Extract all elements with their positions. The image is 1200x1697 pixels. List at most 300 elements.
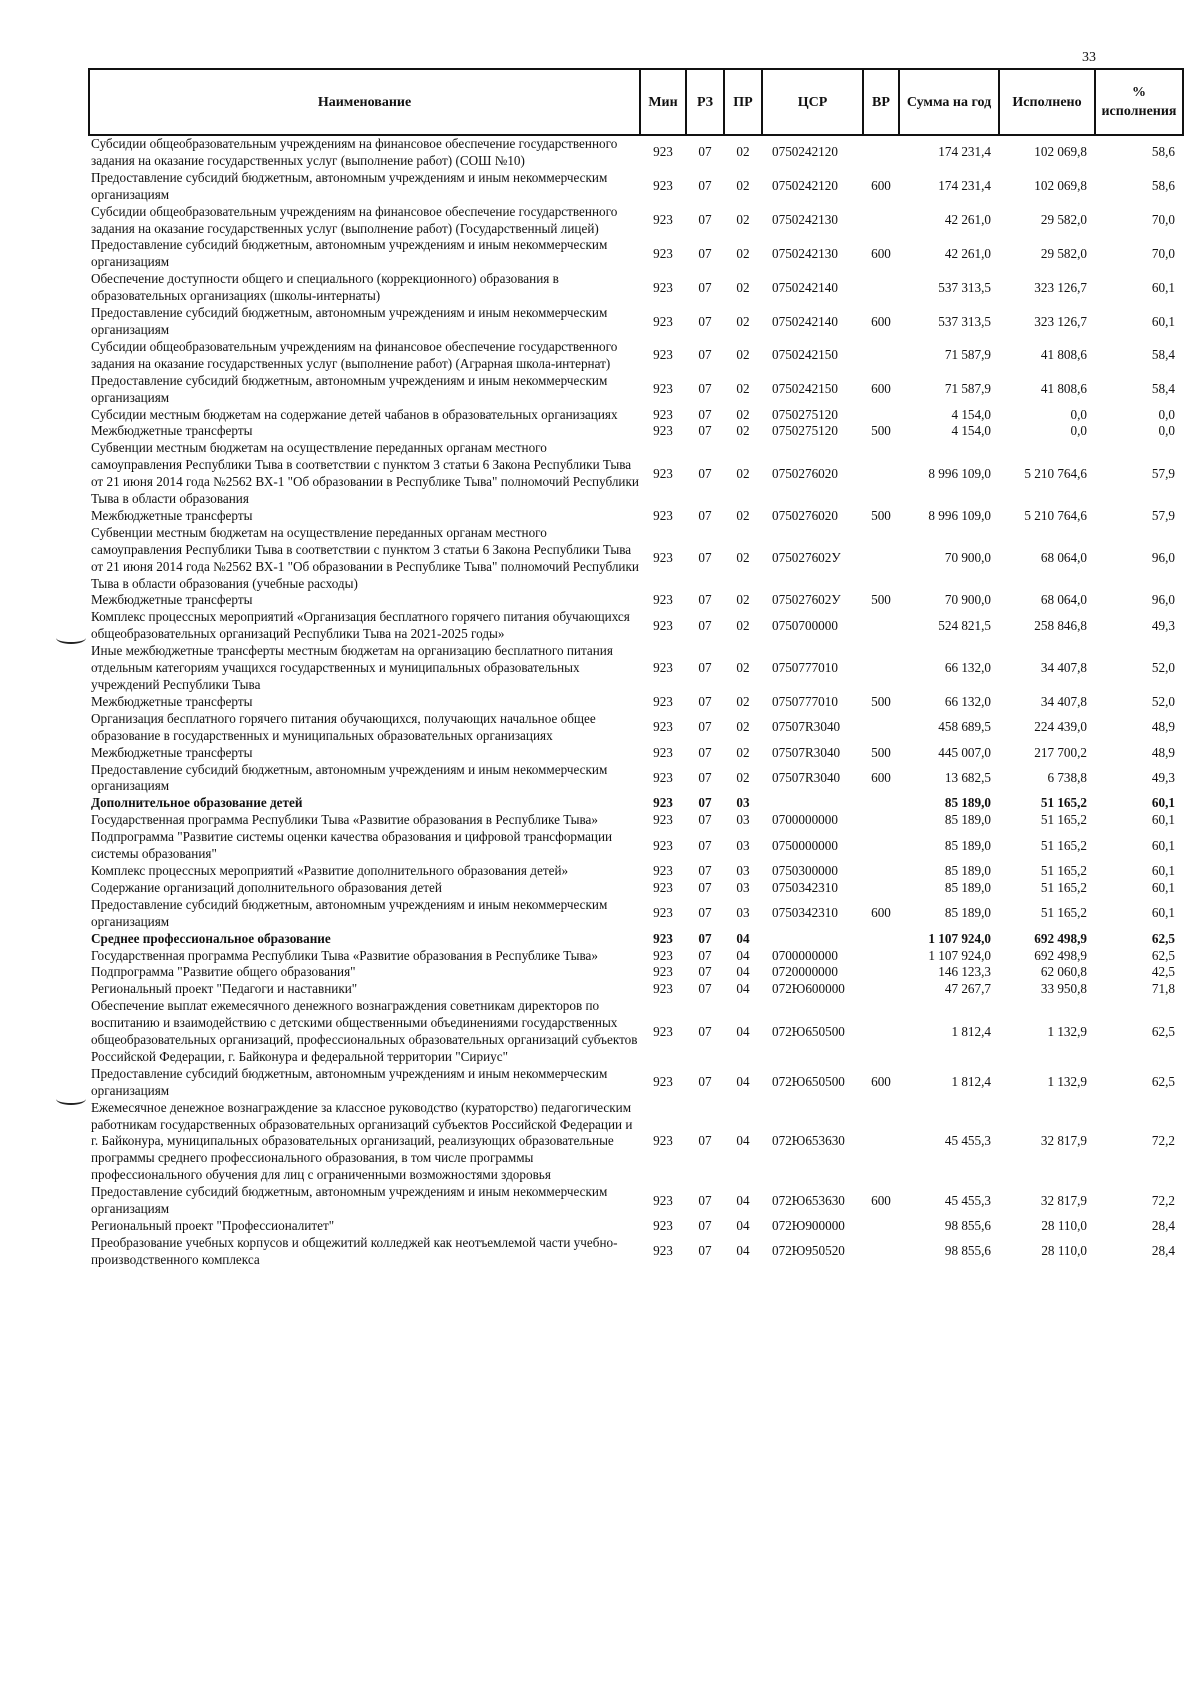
row-csr: 072Ю653630 <box>772 1192 845 1208</box>
row-csr <box>762 931 863 948</box>
row-name: Обеспечение выплат ежемесячного денежного вознаграждения советникам директоров по воспитанию и взаимодействию с детскими общественными объединениями государственных общеобразовательных организаций, профессиональных образовательных организаций субъектов Российской Федерации, г. Байконура и федеральной территории "Сириус" <box>91 998 638 1064</box>
header-rz: РЗ <box>686 69 724 135</box>
table-row <box>89 1184 1183 1218</box>
row-csr: 0750000000 <box>772 837 838 853</box>
row-csr: 075027602У <box>772 550 841 566</box>
row-pr: 02 <box>736 550 750 566</box>
row-rz: 07 <box>698 423 712 439</box>
row-rz: 07 <box>698 693 712 709</box>
page-number: 33 <box>1082 50 1096 65</box>
row-sum: 174 231,4 <box>938 144 991 160</box>
row-name: Содержание организаций дополнительного образования детей <box>91 879 442 895</box>
row-done: 29 582,0 <box>1040 245 1087 261</box>
row-csr: 07507R3040 <box>772 769 841 785</box>
row-pr: 02 <box>736 465 750 481</box>
row-pr: 03 <box>736 905 750 921</box>
row-min: 923 <box>653 947 673 963</box>
row-name: Подпрограмма "Развитие системы оценки качества образования и цифровой трансформации системы образования" <box>91 829 613 862</box>
row-pct: 60,1 <box>1151 279 1175 295</box>
table-row <box>89 964 1183 981</box>
row-sum: 85 189,0 <box>944 795 991 811</box>
header-min: Мин <box>640 69 686 135</box>
row-rz: 07 <box>698 1074 712 1090</box>
row-done: 51 165,2 <box>1040 879 1087 895</box>
row-pct: 72,2 <box>1151 1192 1175 1208</box>
table-row <box>89 643 1183 694</box>
row-vr <box>863 795 899 812</box>
row-csr: 0720000000 <box>772 964 838 980</box>
row-done: 5 210 764,6 <box>1024 465 1087 481</box>
row-name: Межбюджетные трансферты <box>91 693 253 709</box>
row-csr: 072Ю900000 <box>772 1218 845 1233</box>
row-sum: 45 455,3 <box>944 1192 991 1208</box>
row-name: Межбюджетные трансферты <box>91 423 253 439</box>
table-row <box>89 897 1183 931</box>
row-pr: 02 <box>736 693 750 709</box>
row-done: 33 950,8 <box>1040 981 1087 997</box>
row-done: 29 582,0 <box>1040 212 1087 228</box>
row-done: 68 064,0 <box>1040 550 1087 566</box>
row-sum: 71 587,9 <box>944 347 991 363</box>
row-pr: 02 <box>736 507 750 523</box>
header-sum: Сумма на год <box>899 69 999 135</box>
table-row <box>89 237 1183 271</box>
row-rz: 07 <box>698 212 712 228</box>
row-min: 923 <box>653 1192 673 1208</box>
row-sum: 98 855,6 <box>944 1218 991 1233</box>
row-sum: 174 231,4 <box>938 178 991 194</box>
table-row <box>89 407 1183 424</box>
row-min: 923 <box>653 905 673 921</box>
row-rz: 07 <box>698 617 712 633</box>
row-done: 32 817,9 <box>1040 1133 1087 1149</box>
row-csr: 0750342310 <box>772 879 838 895</box>
row-rz: 07 <box>698 178 712 194</box>
row-sum: 4 154,0 <box>951 406 991 422</box>
row-pr: 02 <box>736 212 750 228</box>
row-vr: 600 <box>871 1192 891 1208</box>
row-pct: 49,3 <box>1151 769 1175 785</box>
row-pct: 70,0 <box>1151 212 1175 228</box>
row-sum: 1 107 924,0 <box>928 947 991 963</box>
row-vr <box>863 981 899 998</box>
row-pct: 60,1 <box>1151 905 1175 921</box>
row-sum: 524 821,5 <box>938 617 991 633</box>
row-pct: 60,1 <box>1151 812 1175 828</box>
row-vr <box>863 1100 899 1185</box>
row-min: 923 <box>653 245 673 261</box>
row-name: Дополнительное образование детей <box>91 795 303 811</box>
row-pct: 52,0 <box>1151 693 1175 709</box>
row-name: Иные межбюджетные трансферты местным бюджетам на организацию бесплатного питания отдельным категориям учащихся государственных и муниципальных образовательных учреждений Республики Тыва <box>91 643 613 692</box>
row-name: Ежемесячное денежное вознаграждение за классное руководство (кураторство) педагогическим работникам государственных образовательных организаций субъектов Российской Федерации и г. Байконура, муниципальных образовательных организаций, реализующих образовательные программы среднего профессионального образования, в том числе программы профессионального обучения для лиц с ограниченными возможностями здоровья <box>91 1099 633 1183</box>
row-done: 0,0 <box>1070 406 1087 422</box>
row-vr <box>863 609 899 643</box>
row-vr: 500 <box>871 423 891 439</box>
row-done: 51 165,2 <box>1040 862 1087 878</box>
row-name: Предоставление субсидий бюджетным, автономным учреждениям и иным некоммерческим организациям <box>91 305 608 337</box>
row-min: 923 <box>653 879 673 895</box>
row-name: Предоставление субсидий бюджетным, автономным учреждениям и иным некоммерческим организациям <box>91 1065 608 1098</box>
row-pct: 60,1 <box>1151 837 1175 853</box>
row-sum: 445 007,0 <box>938 744 991 760</box>
table-row <box>89 170 1183 204</box>
row-pr: 02 <box>736 313 750 329</box>
table-row <box>89 812 1183 829</box>
row-vr <box>863 880 899 897</box>
row-pct: 60,1 <box>1151 313 1175 329</box>
row-rz: 07 <box>698 795 712 811</box>
row-pr: 02 <box>736 406 750 422</box>
row-min: 923 <box>653 178 673 194</box>
scan-mark <box>56 632 86 644</box>
row-csr: 0700000000 <box>772 947 838 963</box>
row-name: Межбюджетные трансферты <box>91 507 253 523</box>
row-min: 923 <box>653 279 673 295</box>
row-done: 68 064,0 <box>1040 592 1087 608</box>
row-name: Преобразование учебных корпусов и общежитий колледжей как неотъемлемой части учебно-производственного комплекса <box>91 1234 618 1267</box>
row-pct: 42,5 <box>1151 964 1175 980</box>
row-name: Государственная программа Республики Тыва «Развитие образования в Республике Тыва» <box>91 812 599 828</box>
row-rz: 07 <box>698 279 712 295</box>
row-vr <box>863 204 899 238</box>
row-csr: 0750777010 <box>772 660 838 676</box>
table-header <box>89 69 1183 135</box>
row-vr <box>863 1218 899 1235</box>
row-done: 51 165,2 <box>1040 837 1087 853</box>
row-rz: 07 <box>698 1218 712 1233</box>
row-pr: 02 <box>736 592 750 608</box>
row-done: 323 126,7 <box>1034 313 1087 329</box>
row-sum: 8 996 109,0 <box>928 465 991 481</box>
row-pr: 03 <box>736 879 750 895</box>
row-sum: 85 189,0 <box>944 812 991 828</box>
row-name: Субвенции местным бюджетам на осуществление переданных органам местного самоуправления Республики Тыва в соответствии с пунктом 3 статьи 6 Закона Республики Тыва от 21 июня 2014 года №2562 ВХ-1 "Об образовании в Республике Тыва" полномочий Республики Тыва в области образования <box>91 440 639 507</box>
row-csr: 07507R3040 <box>772 744 841 760</box>
row-pct: 48,9 <box>1151 719 1175 735</box>
row-pct: 0,0 <box>1158 423 1175 439</box>
row-sum: 8 996 109,0 <box>928 507 991 523</box>
row-pct: 58,4 <box>1151 381 1175 397</box>
row-min: 923 <box>653 795 673 811</box>
row-csr: 075027602У <box>772 592 841 608</box>
row-done: 692 498,9 <box>1034 930 1087 946</box>
row-name: Среднее профессиональное образование <box>91 930 331 946</box>
row-name: Субсидии местным бюджетам на содержание детей чабанов в образовательных организациях <box>91 406 618 422</box>
row-csr: 0750700000 <box>772 617 838 633</box>
row-rz: 07 <box>698 812 712 828</box>
row-sum: 70 900,0 <box>944 550 991 566</box>
row-pct: 71,8 <box>1151 981 1175 997</box>
table-row <box>89 745 1183 762</box>
row-pr: 04 <box>736 1192 750 1208</box>
table-row <box>89 609 1183 643</box>
row-vr <box>863 829 899 863</box>
row-sum: 70 900,0 <box>944 592 991 608</box>
table-row <box>89 423 1183 440</box>
row-min: 923 <box>653 550 673 566</box>
row-vr <box>863 525 899 593</box>
row-name: Субвенции местным бюджетам на осуществление переданных органам местного самоуправления Республики Тыва в соответствии с пунктом 3 статьи 6 Закона Республики Тыва от 21 июня 2014 года №2562 ВХ-1 "Об образовании в Республике Тыва" полномочий Республики Тыва в области образования (учебные расходы) <box>91 524 639 591</box>
row-pr: 04 <box>736 1218 750 1233</box>
row-sum: 537 313,5 <box>938 313 991 329</box>
row-csr: 072Ю950520 <box>772 1243 845 1259</box>
row-sum: 85 189,0 <box>944 862 991 878</box>
row-rz: 07 <box>698 964 712 980</box>
row-pct: 58,6 <box>1151 178 1175 194</box>
row-name: Государственная программа Республики Тыва «Развитие образования в Республике Тыва» <box>91 947 599 963</box>
row-pct: 28,4 <box>1151 1218 1175 1233</box>
row-done: 51 165,2 <box>1040 795 1087 811</box>
row-min: 923 <box>653 507 673 523</box>
row-sum: 98 855,6 <box>944 1243 991 1259</box>
row-min: 923 <box>653 862 673 878</box>
header-pct: % исполнения <box>1095 69 1183 135</box>
row-csr: 0750276020 <box>772 465 838 481</box>
row-pct: 48,9 <box>1151 744 1175 760</box>
row-vr <box>863 948 899 965</box>
row-pr: 02 <box>736 769 750 785</box>
row-rz: 07 <box>698 381 712 397</box>
row-name: Региональный проект "Профессионалитет" <box>91 1218 335 1233</box>
row-sum: 42 261,0 <box>944 212 991 228</box>
row-name: Предоставление субсидий бюджетным, автономным учреждениям и иным некоммерческим организациям <box>91 1184 608 1217</box>
row-rz: 07 <box>698 719 712 735</box>
row-name: Межбюджетные трансферты <box>91 592 253 608</box>
row-vr: 600 <box>871 178 891 194</box>
row-vr: 600 <box>871 905 891 921</box>
row-rz: 07 <box>698 947 712 963</box>
row-done: 34 407,8 <box>1040 693 1087 709</box>
row-sum: 71 587,9 <box>944 381 991 397</box>
row-done: 41 808,6 <box>1040 381 1087 397</box>
row-vr <box>863 643 899 694</box>
row-min: 923 <box>653 313 673 329</box>
table-row <box>89 998 1183 1066</box>
row-pct: 72,2 <box>1151 1133 1175 1149</box>
row-pr: 02 <box>736 719 750 735</box>
row-name: Предоставление субсидий бюджетным, автономным учреждениям и иным некоммерческим организациям <box>91 896 608 929</box>
row-vr <box>863 1235 899 1269</box>
row-name: Предоставление субсидий бюджетным, автономным учреждениям и иным некоммерческим организациям <box>91 761 608 794</box>
row-sum: 45 455,3 <box>944 1133 991 1149</box>
table-row <box>89 1100 1183 1185</box>
row-pct: 28,4 <box>1151 1243 1175 1259</box>
row-vr <box>863 339 899 373</box>
row-rz: 07 <box>698 550 712 566</box>
row-min: 923 <box>653 1023 673 1039</box>
table-row <box>89 1235 1183 1269</box>
row-pr: 03 <box>736 812 750 828</box>
row-pct: 60,1 <box>1151 862 1175 878</box>
row-csr: 072Ю650500 <box>772 1023 845 1039</box>
table-row <box>89 135 1183 170</box>
table-row <box>89 204 1183 238</box>
table-row <box>89 931 1183 948</box>
row-rz: 07 <box>698 406 712 422</box>
row-min: 923 <box>653 693 673 709</box>
row-min: 923 <box>653 1243 673 1259</box>
row-min: 923 <box>653 381 673 397</box>
row-csr: 0750342310 <box>772 905 838 921</box>
row-min: 923 <box>653 144 673 160</box>
row-min: 923 <box>653 812 673 828</box>
table-row <box>89 880 1183 897</box>
row-pr: 04 <box>736 964 750 980</box>
row-csr: 0750242130 <box>772 245 838 261</box>
row-pr: 02 <box>736 423 750 439</box>
row-name: Предоставление субсидий бюджетным, автономным учреждениям и иным некоммерческим организациям <box>91 372 608 405</box>
row-pr: 04 <box>736 1243 750 1259</box>
row-min: 923 <box>653 1074 673 1090</box>
row-pr: 02 <box>736 660 750 676</box>
row-pr: 02 <box>736 617 750 633</box>
row-csr: 0750242130 <box>772 212 838 228</box>
row-pct: 0,0 <box>1158 406 1175 422</box>
row-pr: 03 <box>736 795 750 811</box>
row-rz: 07 <box>698 507 712 523</box>
table-row <box>89 525 1183 593</box>
row-vr: 600 <box>871 769 891 785</box>
row-name: Комплекс процессных мероприятий «Организация бесплатного горячего питания обучающихся общеобразовательных организаций Республики Тыва на 2021-2025 годы» <box>91 609 630 642</box>
row-csr: 07507R3040 <box>772 719 841 735</box>
table-row <box>89 795 1183 812</box>
table-row <box>89 694 1183 711</box>
row-pr: 04 <box>736 981 750 997</box>
row-rz: 07 <box>698 1023 712 1039</box>
row-rz: 07 <box>698 465 712 481</box>
row-csr: 072Ю600000 <box>772 981 845 997</box>
row-pr: 03 <box>736 862 750 878</box>
row-min: 923 <box>653 769 673 785</box>
row-min: 923 <box>653 347 673 363</box>
row-pct: 58,6 <box>1151 144 1175 160</box>
row-done: 51 165,2 <box>1040 905 1087 921</box>
row-vr <box>863 135 899 170</box>
row-name: Субсидии общеобразовательным учреждениям на финансовое обеспечение государственного задания на оказание государственных услуг (выполнение работ) (СОШ №10) <box>91 136 618 168</box>
row-vr <box>863 998 899 1066</box>
row-done: 1 132,9 <box>1047 1074 1087 1090</box>
table-row <box>89 981 1183 998</box>
row-sum: 66 132,0 <box>944 660 991 676</box>
header-pr: ПР <box>724 69 762 135</box>
row-vr <box>863 931 899 948</box>
row-pr: 04 <box>736 930 750 946</box>
table-row <box>89 592 1183 609</box>
row-csr: 0750242140 <box>772 279 838 295</box>
row-done: 62 060,8 <box>1040 964 1087 980</box>
row-name: Предоставление субсидий бюджетным, автономным учреждениям и иным некоммерческим организациям <box>91 169 608 202</box>
row-csr: 0750276020 <box>772 507 838 523</box>
row-done: 32 817,9 <box>1040 1192 1087 1208</box>
header-name: Наименование <box>89 69 640 135</box>
table-row <box>89 829 1183 863</box>
row-pct: 60,1 <box>1151 795 1175 811</box>
row-pct: 58,4 <box>1151 347 1175 363</box>
row-pct: 62,5 <box>1151 1074 1175 1090</box>
row-name: Подпрограмма "Развитие общего образования" <box>91 964 356 980</box>
row-sum: 66 132,0 <box>944 693 991 709</box>
table-row <box>89 1218 1183 1235</box>
row-rz: 07 <box>698 981 712 997</box>
row-csr: 072Ю650500 <box>772 1074 845 1090</box>
table-row <box>89 271 1183 305</box>
row-csr <box>762 795 863 812</box>
row-pr: 02 <box>736 178 750 194</box>
table-row <box>89 762 1183 796</box>
row-rz: 07 <box>698 660 712 676</box>
row-name: Субсидии общеобразовательным учреждениям на финансовое обеспечение государственного задания на оказание государственных услуг (выполнение работ) (Аграрная школа-интернат) <box>91 338 618 371</box>
row-csr: 0750777010 <box>772 693 838 709</box>
row-pr: 02 <box>736 245 750 261</box>
row-csr: 0750275120 <box>772 423 838 439</box>
row-vr <box>863 964 899 981</box>
row-vr: 500 <box>871 507 891 523</box>
table-row <box>89 508 1183 525</box>
row-done: 0,0 <box>1070 423 1087 439</box>
row-pr: 02 <box>736 144 750 160</box>
table-row <box>89 1066 1183 1100</box>
row-sum: 13 682,5 <box>944 769 991 785</box>
row-sum: 1 812,4 <box>951 1074 991 1090</box>
row-sum: 146 123,3 <box>938 964 991 980</box>
row-rz: 07 <box>698 744 712 760</box>
row-rz: 07 <box>698 837 712 853</box>
row-vr: 600 <box>871 1074 891 1090</box>
row-min: 923 <box>653 981 673 997</box>
table-row <box>89 440 1183 508</box>
row-sum: 458 689,5 <box>938 719 991 735</box>
row-done: 692 498,9 <box>1034 947 1087 963</box>
row-pct: 96,0 <box>1151 550 1175 566</box>
row-vr <box>863 440 899 508</box>
row-min: 923 <box>653 212 673 228</box>
row-sum: 85 189,0 <box>944 837 991 853</box>
row-rz: 07 <box>698 879 712 895</box>
row-min: 923 <box>653 964 673 980</box>
row-rz: 07 <box>698 144 712 160</box>
row-pr: 04 <box>736 1133 750 1149</box>
row-done: 28 110,0 <box>1041 1218 1087 1233</box>
table-row <box>89 948 1183 965</box>
row-vr: 500 <box>871 592 891 608</box>
row-min: 923 <box>653 1133 673 1149</box>
row-csr: 0750242120 <box>772 144 838 160</box>
table-row <box>89 863 1183 880</box>
row-sum: 1 812,4 <box>951 1023 991 1039</box>
row-name: Межбюджетные трансферты <box>91 744 253 760</box>
row-done: 1 132,9 <box>1047 1023 1087 1039</box>
budget-table <box>88 68 1184 1269</box>
table-row <box>89 373 1183 407</box>
row-sum: 85 189,0 <box>944 905 991 921</box>
row-sum: 4 154,0 <box>951 423 991 439</box>
row-done: 224 439,0 <box>1034 719 1087 735</box>
row-csr: 0750300000 <box>772 862 838 878</box>
table-row <box>89 305 1183 339</box>
row-vr <box>863 863 899 880</box>
row-vr: 600 <box>871 381 891 397</box>
row-rz: 07 <box>698 313 712 329</box>
row-min: 923 <box>653 465 673 481</box>
row-pct: 62,5 <box>1151 947 1175 963</box>
row-sum: 47 267,7 <box>944 981 991 997</box>
row-sum: 1 107 924,0 <box>928 930 991 946</box>
row-name: Субсидии общеобразовательным учреждениям на финансовое обеспечение государственного задания на оказание государственных услуг (выполнение работ) (Государственный лицей) <box>91 203 618 236</box>
row-pct: 62,5 <box>1151 1023 1175 1039</box>
row-pct: 60,1 <box>1151 879 1175 895</box>
row-vr: 500 <box>871 744 891 760</box>
